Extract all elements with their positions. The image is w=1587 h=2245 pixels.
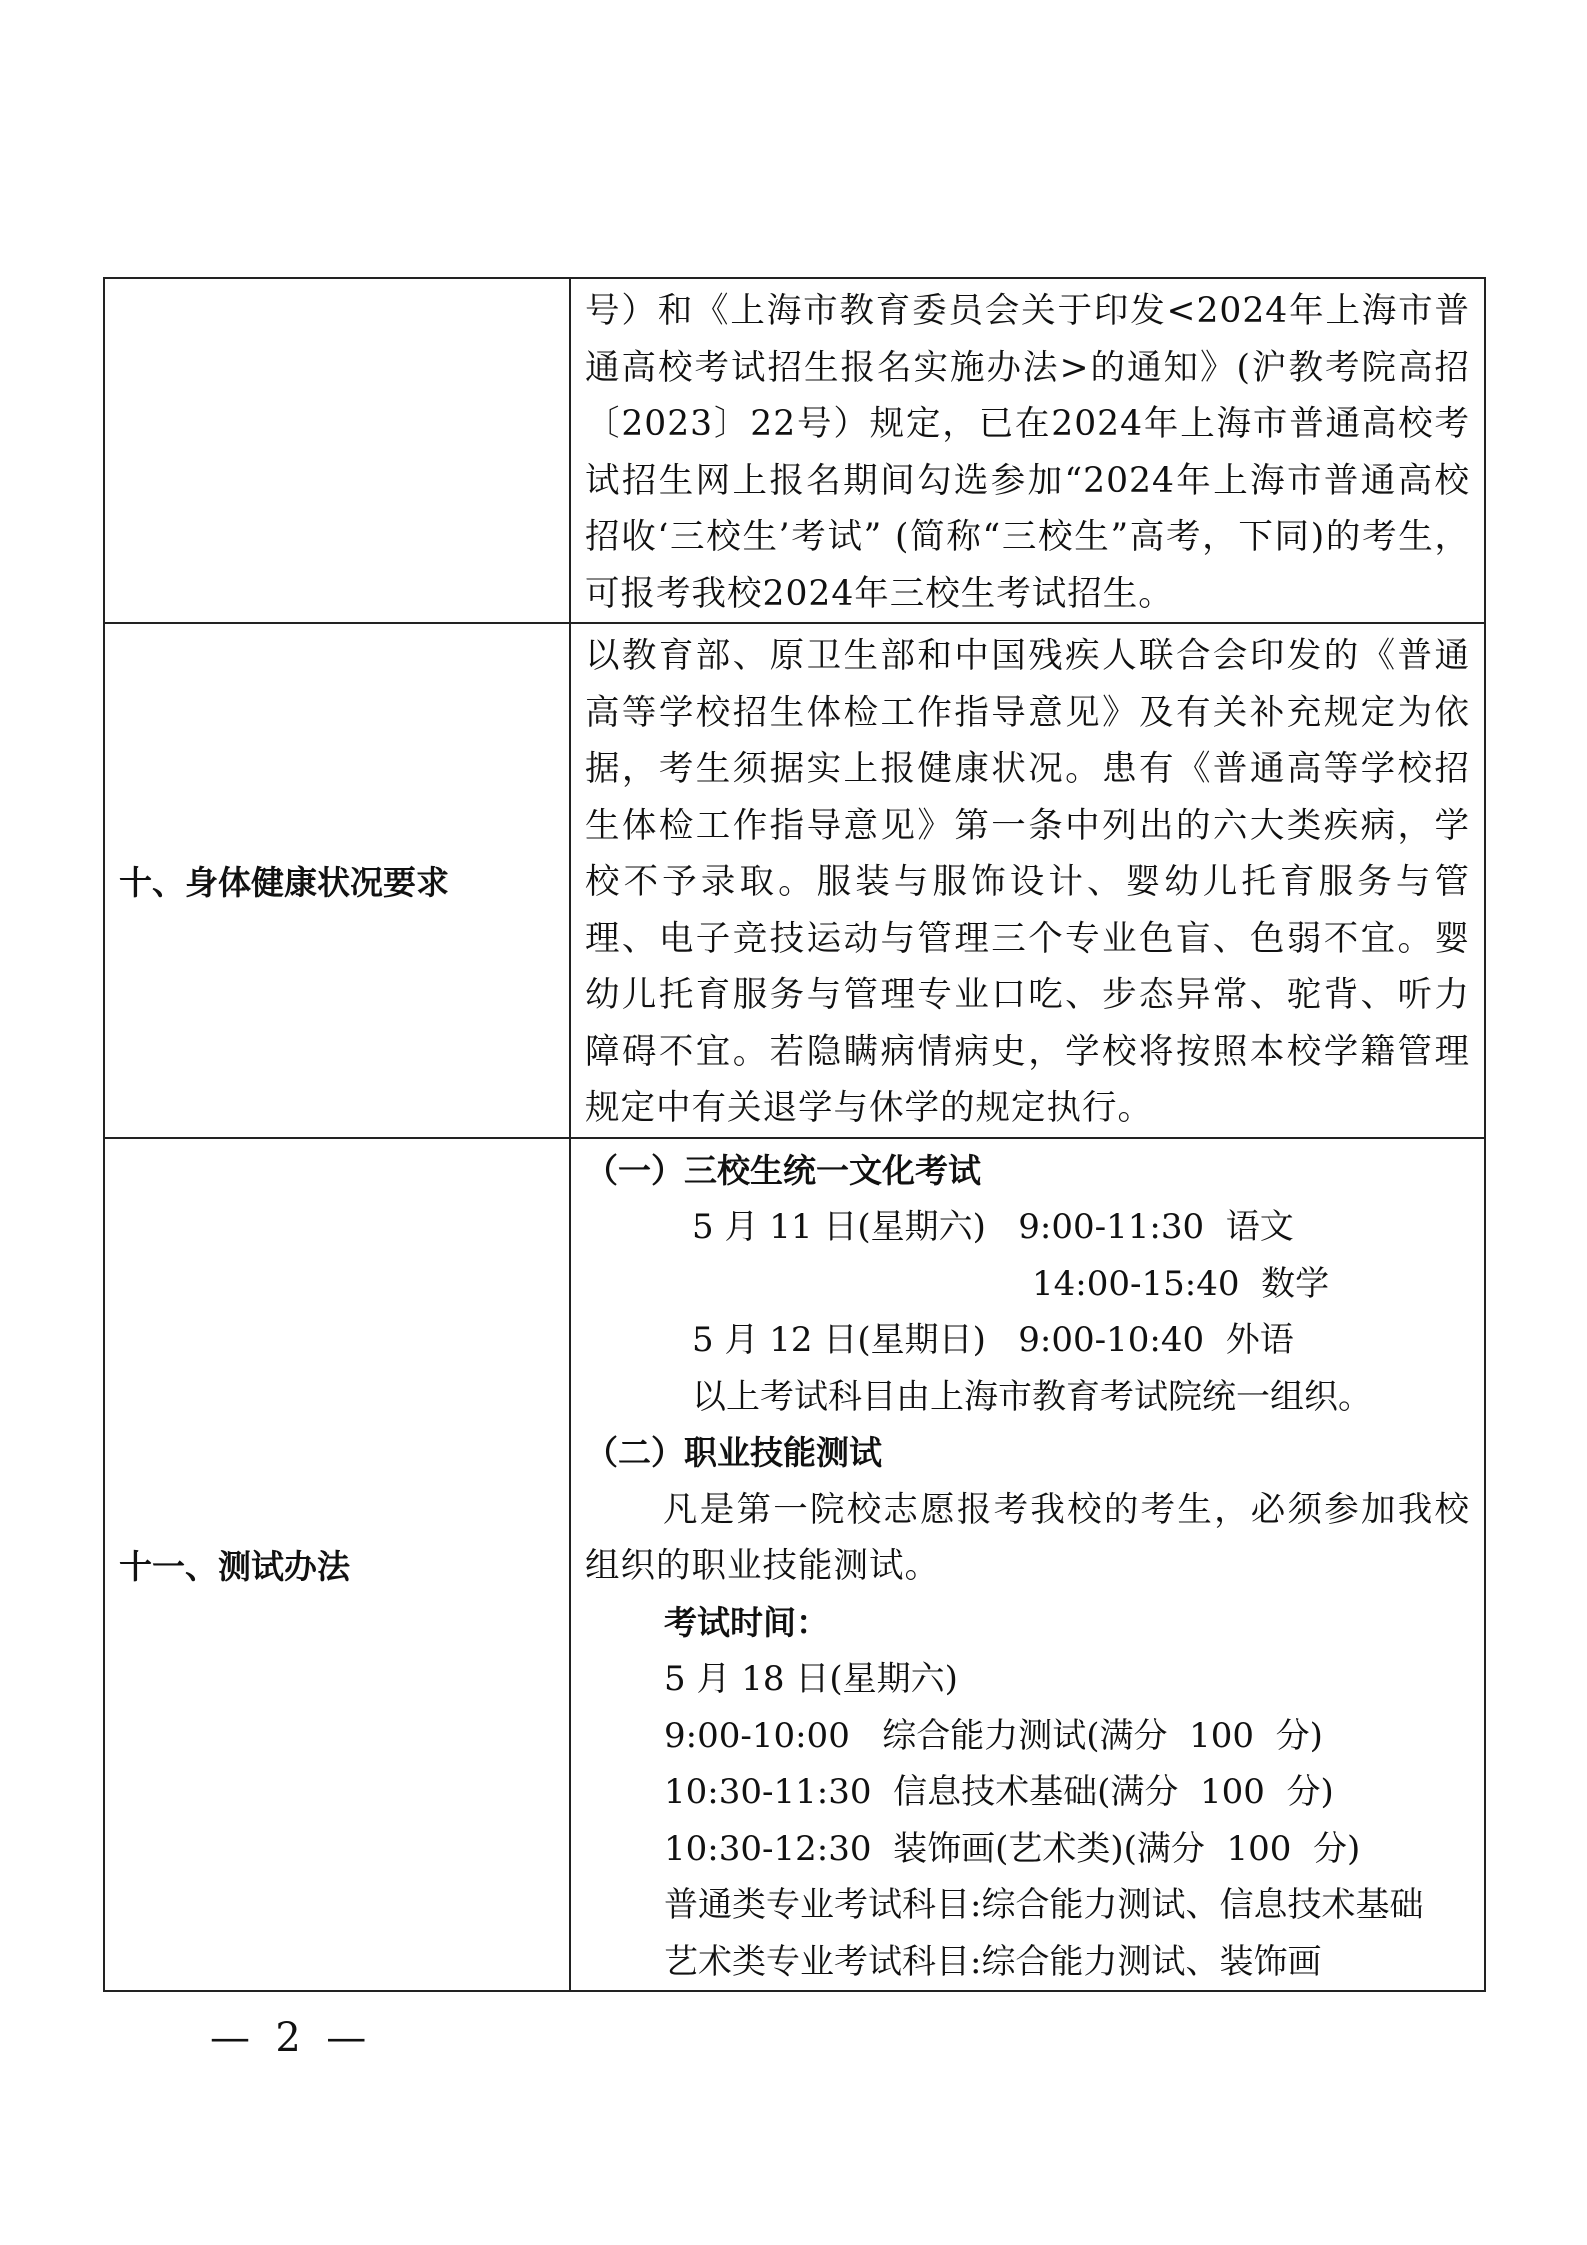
table-row [104, 278, 1485, 623]
culture-exam-heading: （一）三校生统一文化考试 [585, 1150, 981, 1190]
skill-test-heading: （二）职业技能测试 [585, 1433, 882, 1472]
schedule-day1: 5 月 11 日(星期六) 9:00-11:30 语文 [692, 1207, 1294, 1247]
page-number: — 2 — [210, 2015, 367, 2061]
row-content [570, 623, 1485, 1138]
admission-table [103, 277, 1486, 1992]
art-subjects: 艺术类专业考试科目:综合能力测试、装饰画 [664, 1941, 1322, 1982]
registration-text: 号）和《上海市教育委员会关于印发<2024年上海市普通高校考试招生报名实施办法>的通知》(沪教考院高招〔2023〕22号）规定，已在2024年上海市普通高校考试招生网上报名期间勾选参加“2024年上海市普通高校招收‘三校生’考试” (简称“三校生”高考，下同)的考生，可报考我校2024年三校生考试招生。 [585, 291, 1470, 614]
general-subjects: 普通类专业考试科目:综合能力测试、信息技术基础 [664, 1885, 1424, 1925]
exam-time-heading: 考试时间： [664, 1602, 829, 1642]
organization-note: 以上考试科目由上海市教育考试院统一组织。 [692, 1376, 1372, 1417]
schedule-day1-b: 14:00-15:40 数学 [1032, 1263, 1330, 1304]
skill-test-intro: 凡是第一院校志愿报考我校的考生，必须参加我校组织的职业技能测试。 [585, 1489, 1470, 1586]
exam-date: 5 月 18 日(星期六) [664, 1659, 958, 1699]
health-requirements-text: 以教育部、原卫生部和中国残疾人联合会印发的《普通高等学校招生体检工作指导意见》及有关补充规定为依据，考生须据实上报健康状况。患有《普通高等学校招生体检工作指导意见》第一条中列出的六大类疾病，学校不予录取。服装与服饰设计、婴幼儿托育服务与管理、电子竞技运动与管理三个专业色盲、色弱不宜。婴幼儿托育服务与管理专业口吃、步态异常、驼背、听力障碍不宜。若隐瞒病情病史，学校将按照本校学籍管理规定中有关退学与休学的规定执行。 [585, 636, 1470, 1128]
table-row [104, 1138, 1485, 1992]
row-label-test-method: 十一、测试办法 [104, 1138, 570, 1992]
schedule-day2: 5 月 12 日(星期日) 9:00-10:40 外语 [692, 1320, 1294, 1360]
row-content [570, 1138, 1485, 1992]
exam-slot-2: 10:30-11:30 信息技术基础(满分 100 分) [664, 1772, 1334, 1812]
exam-slot-1: 9:00-10:00 综合能力测试(满分 100 分) [664, 1715, 1323, 1756]
row-label [104, 278, 570, 623]
row-content [570, 278, 1485, 623]
table-row [104, 623, 1485, 1138]
exam-slot-3: 10:30-12:30 装饰画(艺术类)(满分 100 分) [664, 1828, 1361, 1869]
row-label-health: 十、身体健康状况要求 [104, 623, 570, 1138]
